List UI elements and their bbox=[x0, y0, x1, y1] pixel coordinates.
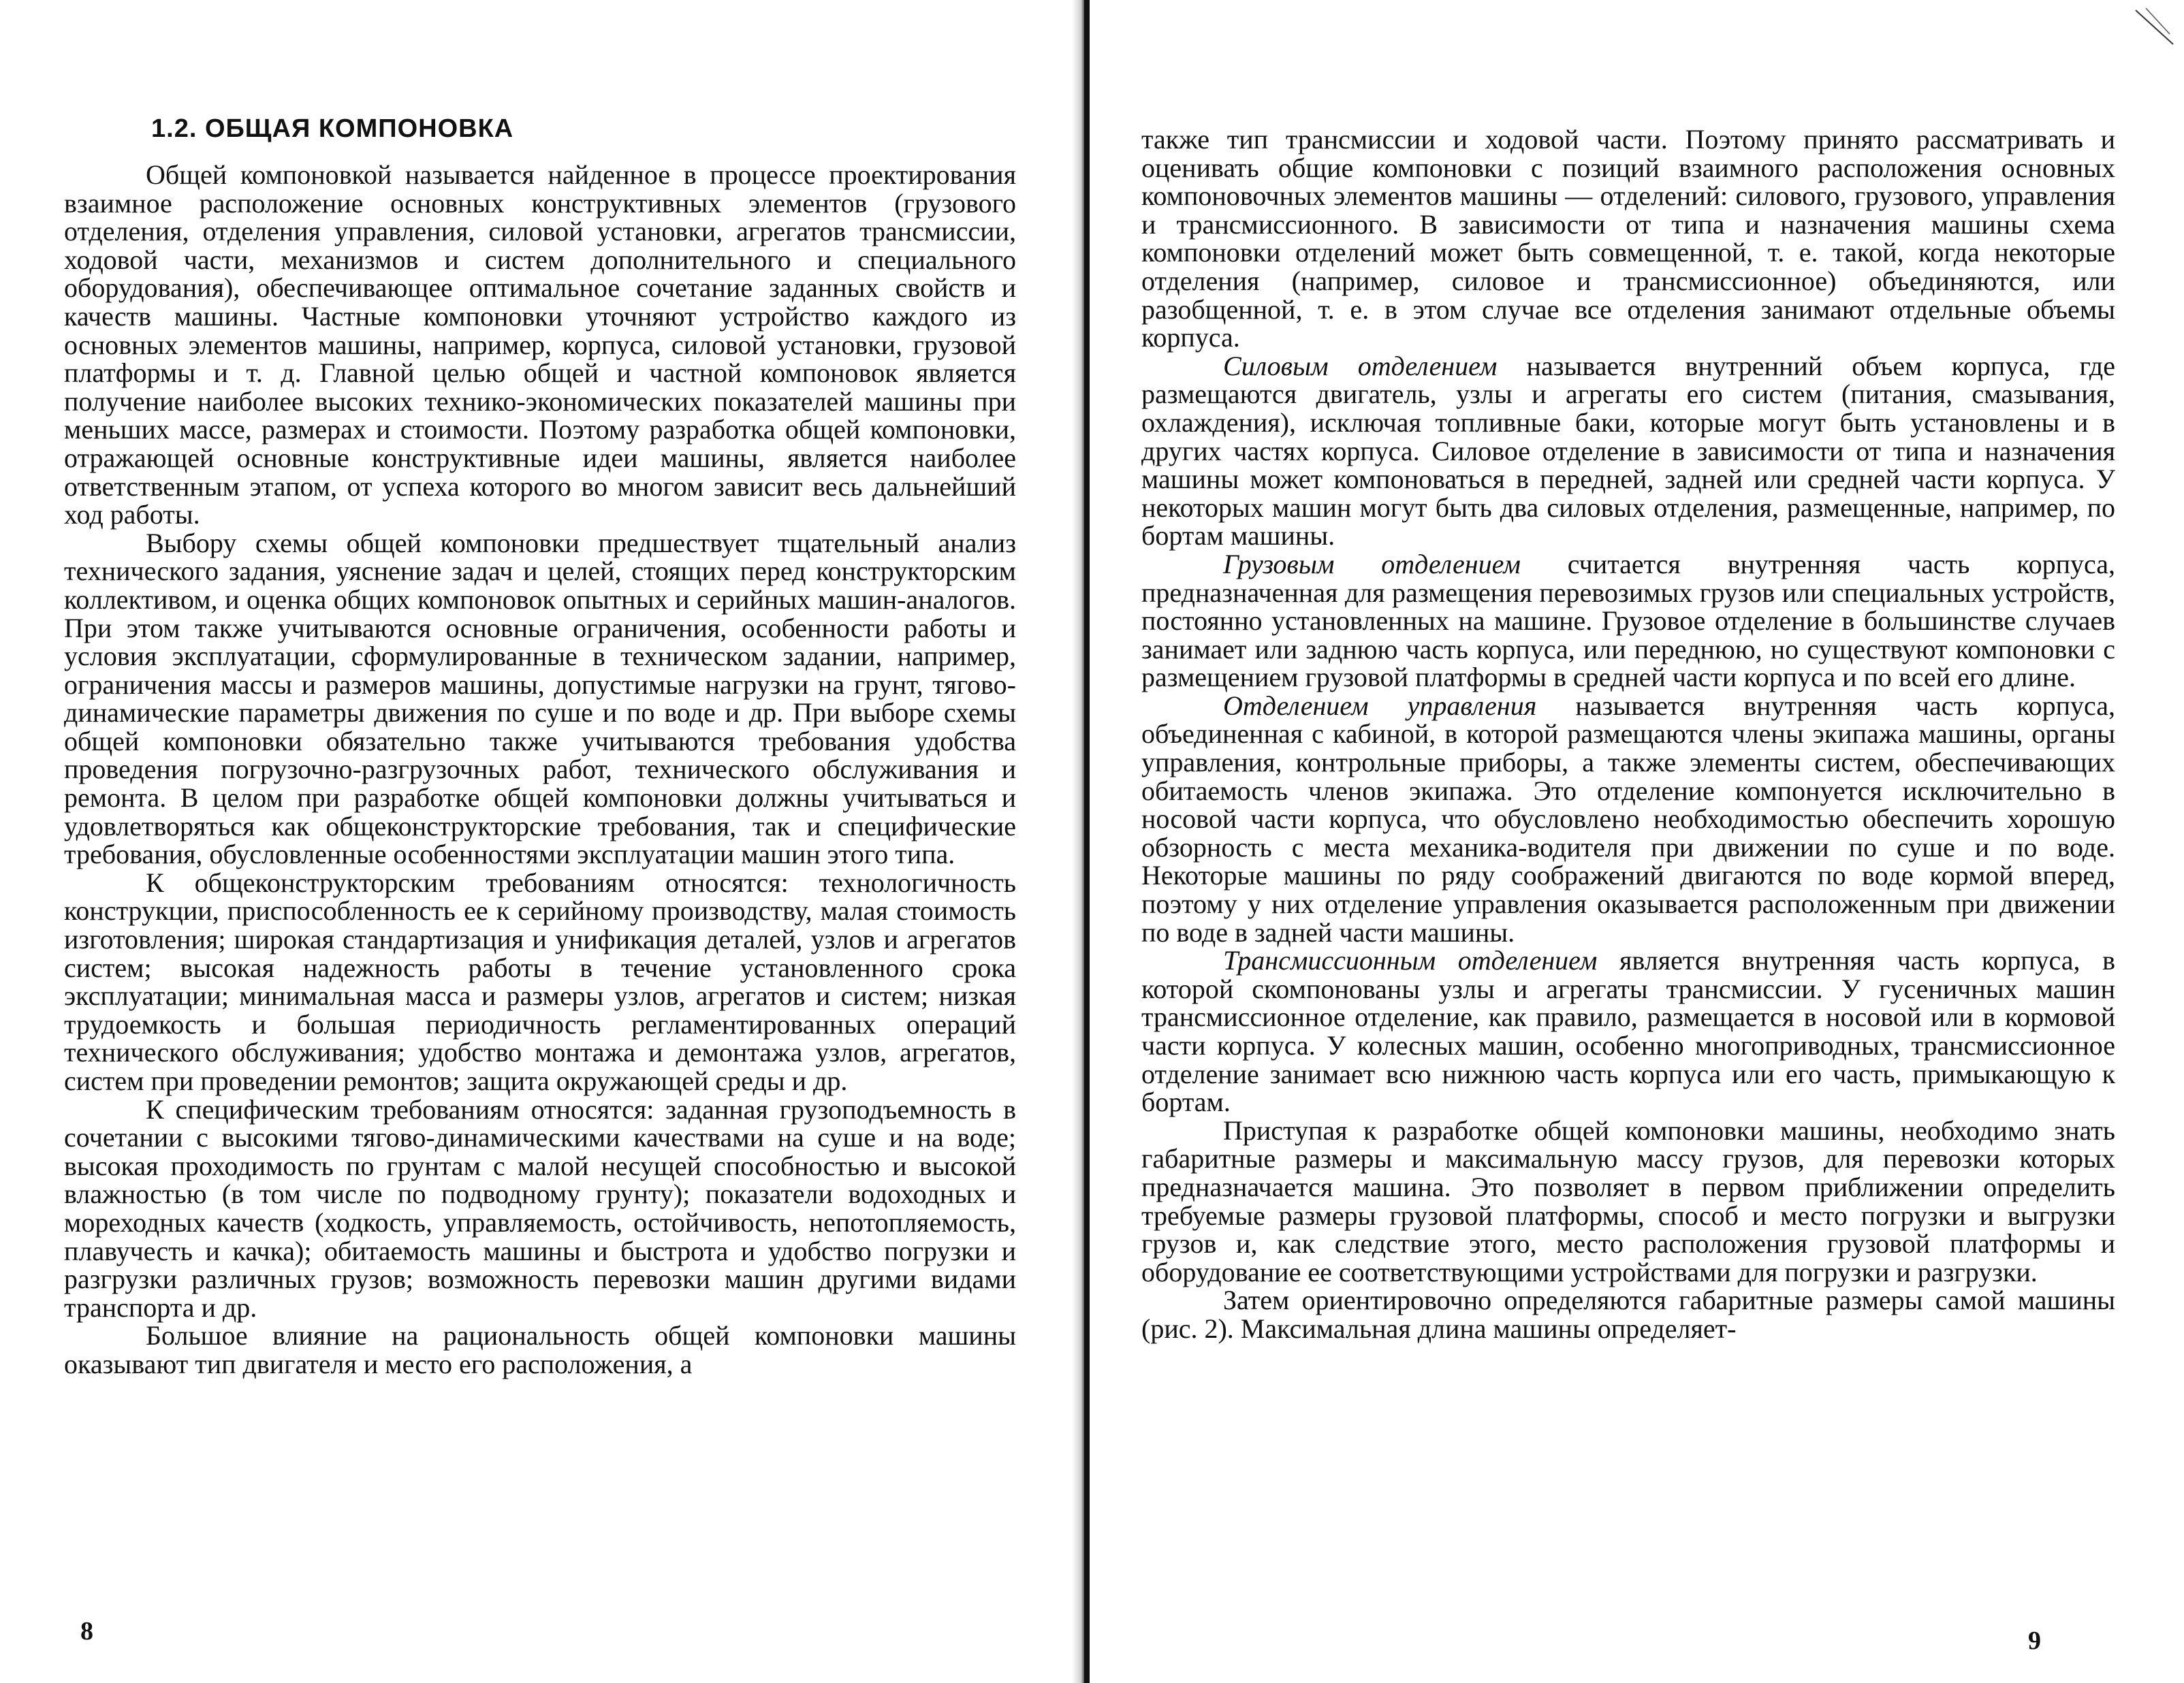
definition-paragraph bbox=[1141, 692, 2115, 946]
definition-text: называется внутренняя часть корпуса, объединенная с кабиной, в которой размещаются члены экипажа машины, органы управления, контрольные приборы, а также элементы систем, обеспечивающих обитаемость членов экипажа. Это отделение компонуется исключительно в носовой части корпуса, что обусловлено необходимостью обеспечить хорошую обзорность с места механика-водителя при движении по суше и по воде. Некоторые машины по ряду соображений двигаются по воде кормой вперед, поэтому у них отделение управления оказывается расположенным при движении по воде в задней части машины. bbox=[1141, 690, 2115, 948]
definition-paragraph bbox=[1141, 352, 2115, 550]
definition-paragraph bbox=[1141, 550, 2115, 692]
defined-term: Силовым отделением bbox=[1223, 350, 1498, 381]
definition-text: считается внутренняя часть корпуса, предназначенная для размещения перевозимых грузов или специальных устройств, постоянно установленных на машине. Грузовое отделение в большинстве случаев занимает или заднюю часть корпуса, или переднюю, но существуют компоновки с размещением грузовой платформы в средней части корпуса и по всей его длине. bbox=[1141, 548, 2115, 693]
left-page bbox=[0, 0, 1062, 1683]
defined-term: Трансмиссионным отделением bbox=[1223, 945, 1598, 976]
right-page-body bbox=[1141, 125, 2115, 1343]
paragraph: К общеконструкторским требованиям относятся: технологичность конструкции, приспособленность ее к серийному производству, малая стоимость изготовления; широкая стандартизация и унификация деталей, узлов и агрегатов систем; высокая надежность работы в течение установленного срока эксплуатации; минимальная масса и размеры узлов, агрегатов и систем; низкая трудоемкость и большая периодичность регламентированных операций технического обслуживания; удобство монтажа и демонтажа узлов, агрегатов, систем при проведении ремонтов; защита окружающей среды и др. bbox=[64, 867, 1016, 1096]
paragraph: Приступая к разработке общей компоновки машины, необходимо знать габаритные размеры и максимальную массу грузов, для перевозки которых предназначается машина. Это позволяет в первом приближении определить требуемые размеры грузовой платформы, способ и место погрузки и выгрузки грузов и, как следствие этого, место расположения грузовой платформы и оборудование ее соответствующими устройствами для погрузки и разгрузки. bbox=[1141, 1115, 2115, 1287]
paragraph: также тип трансмиссии и ходовой части. Поэтому принято рассматривать и оценивать общие компоновки с позиций взаимного расположения основных компоновочных элементов машины — отделений: силового, грузового, управления и трансмиссионного. В зависимости от типа и назначения машины схема компоновки отделений может быть совмещенной, т. е. такой, когда некоторые отделения (например, силовое и трансмиссионное) объединяются, или разобщенной, т. е. в этом случае все отделения занимают отдельные объемы корпуса. bbox=[1141, 124, 2115, 353]
paragraph: Большое влияние на рациональность общей компоновки машины оказывают тип двигателя и место его расположения, а bbox=[64, 1320, 1016, 1379]
page-number: 9 bbox=[2028, 1626, 2041, 1655]
definition-text: является внутренняя часть корпуса, в которой скомпонованы узлы и агрегаты трансмиссии. У гусеничных машин трансмиссионное отделение, как правило, размещается в носовой или в кормовой части корпуса. У колесных машин, особенно многоприводных, трансмиссионное отделение занимает всю нижнюю часть корпуса или его часть, примыкающую к бортам. bbox=[1141, 945, 2115, 1118]
left-page-body bbox=[64, 161, 1016, 1379]
defined-term: Грузовым отделением bbox=[1223, 548, 1521, 579]
gutter-shadow bbox=[1084, 0, 1090, 1683]
page-number: 8 bbox=[80, 1617, 93, 1646]
paragraph: Выбору схемы общей компоновки предшествует тщательный анализ технического задания, уяснение задач и целей, стоящих перед конструкторским коллективом, и оценка общих компоновок опытных и серийных машин-аналогов. При этом также учитываются основные ограничения, особенности работы и условия эксплуатации, сформулированные в техническом задании, например, ограничения массы и размеров машины, допустимые нагрузки на грунт, тягово-динамические параметры движения по суше и по воде и др. При выборе схемы общей компоновки обязательно также учитываются требования удобства проведения погрузочно-разгрузочных работ, технического обслуживания и ремонта. В целом при разработке общей компоновки должны учитываться и удовлетворяться как общеконструкторские требования, так и специфические требования, обусловленные особенностями эксплуатации машин этого типа. bbox=[64, 527, 1016, 870]
definition-text: называется внутренний объем корпуса, где размещаются двигатель, узлы и агрегаты его систем (питания, смазывания, охлаждения), исключая топливные баки, которые могут быть установлены и в других частях корпуса. Силовое отделение в зависимости от типа и назначения машины может компоноваться в передней, задней или средней части корпуса. У некоторых машин могут быть два силовых отделения, размещенные, например, по бортам машины. bbox=[1141, 350, 2115, 551]
paragraph: Затем ориентировочно определяются габаритные размеры самой машины (рис. 2). Максимальная длина машины определяет- bbox=[1141, 1285, 2115, 1344]
defined-term: Отделением управления bbox=[1223, 690, 1537, 721]
definition-paragraph bbox=[1141, 946, 2115, 1117]
corner-scan-mark-icon bbox=[2132, 7, 2180, 48]
right-page bbox=[1090, 0, 2184, 1683]
paragraph: Общей компоновкой называется найденное в процессе проектирования взаимное расположение основных конструктивных элементов (грузового отделения, отделения управления, силовой установки, агрегатов трансмиссии, ходовой части, механизмов и систем дополнительного и специального оборудования), обеспечивающее оптимальное сочетание заданных свойств и качеств машины. Частные компоновки уточняют устройство каждого из основных элементов машины, например, корпуса, силовой установки, грузовой платформы и т. д. Главной целью общей и частной компоновок является получение наиболее высоких технико-экономических показателей машины при меньших массе, размерах и стоимости. Поэтому разработка общей компоновки, отражающей основные конструктивные идеи машины, является наиболее ответственным этапом, от успеха которого во многом зависит весь дальнейший ход работы. bbox=[64, 159, 1016, 530]
paragraph: К специфическим требованиям относятся: заданная грузоподъемность в сочетании с высокими тягово-динамическими качествами на суше и на воде; высокая проходимость по грунтам с малой несущей способностью и высокой влажностью (в том числе по подводному грунту); показатели водоходных и мореходных качеств (ходкость, управляемость, остойчивость, непотопляемость, плавучесть и качка); обитаемость машины и быстрота и удобство погрузки и разгрузки различных грузов; возможность перевозки машин другими видами транспорта и др. bbox=[64, 1093, 1016, 1323]
section-title: 1.2. ОБЩАЯ КОМПОНОВКА bbox=[151, 114, 514, 143]
